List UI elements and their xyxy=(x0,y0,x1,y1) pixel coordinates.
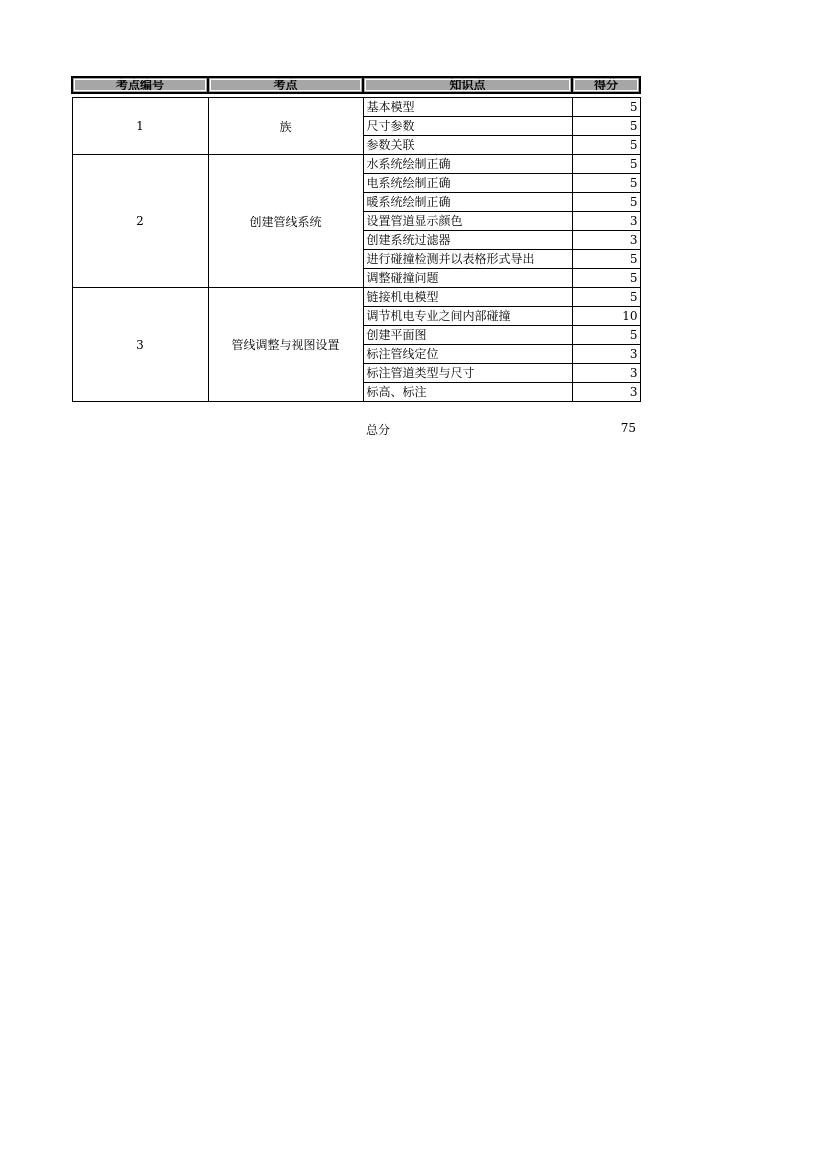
knowledge-cell: 设置管道显示颜色 xyxy=(363,212,572,231)
score-cell: 5 xyxy=(572,250,640,269)
score-cell: 3 xyxy=(572,345,640,364)
knowledge-cell: 进行碰撞检测并以表格形式导出 xyxy=(363,250,572,269)
group-id-cell: 2 xyxy=(72,155,208,288)
knowledge-cell: 暖系统绘制正确 xyxy=(363,193,572,212)
knowledge-cell: 基本模型 xyxy=(363,98,572,117)
score-cell: 5 xyxy=(572,117,640,136)
knowledge-cell: 标注管线定位 xyxy=(363,345,572,364)
knowledge-cell: 创建平面图 xyxy=(363,326,572,345)
knowledge-cell: 水系统绘制正确 xyxy=(363,155,572,174)
table-row xyxy=(72,288,640,307)
score-cell: 3 xyxy=(572,383,640,402)
group-id-cell: 1 xyxy=(72,98,208,155)
knowledge-cell: 链接机电模型 xyxy=(363,288,572,307)
group-topic-cell: 创建管线系统 xyxy=(208,155,363,288)
header-row xyxy=(72,77,640,93)
score-cell: 5 xyxy=(572,288,640,307)
score-cell: 3 xyxy=(572,231,640,250)
header-topic: 考点 xyxy=(208,77,363,93)
knowledge-cell: 调整碰撞问题 xyxy=(363,269,572,288)
knowledge-cell: 尺寸参数 xyxy=(363,117,572,136)
knowledge-cell: 参数关联 xyxy=(363,136,572,155)
header-id: 考点编号 xyxy=(72,77,208,93)
score-cell: 5 xyxy=(572,174,640,193)
group-topic-cell: 管线调整与视图设置 xyxy=(208,288,363,402)
score-cell: 5 xyxy=(572,98,640,117)
score-sheet xyxy=(71,76,641,402)
table-row xyxy=(72,98,640,117)
score-cell: 5 xyxy=(572,193,640,212)
header-knowledge: 知识点 xyxy=(363,77,572,93)
group-topic-cell: 族 xyxy=(208,98,363,155)
knowledge-cell: 标注管道类型与尺寸 xyxy=(363,364,572,383)
score-cell: 5 xyxy=(572,136,640,155)
score-cell: 3 xyxy=(572,364,640,383)
score-cell: 10 xyxy=(572,307,640,326)
knowledge-cell: 调节机电专业之间内部碰撞 xyxy=(363,307,572,326)
score-cell: 5 xyxy=(572,269,640,288)
knowledge-cell: 电系统绘制正确 xyxy=(363,174,572,193)
score-table xyxy=(71,76,641,402)
score-cell: 5 xyxy=(572,155,640,174)
knowledge-cell: 标高、标注 xyxy=(363,383,572,402)
score-cell: 5 xyxy=(572,326,640,345)
score-cell: 3 xyxy=(572,212,640,231)
header-score: 得分 xyxy=(572,77,640,93)
group-id-cell: 3 xyxy=(72,288,208,402)
total-label: 总分 xyxy=(366,423,391,437)
table-row xyxy=(72,155,640,174)
total-value: 75 xyxy=(620,421,636,435)
knowledge-cell: 创建系统过滤器 xyxy=(363,231,572,250)
